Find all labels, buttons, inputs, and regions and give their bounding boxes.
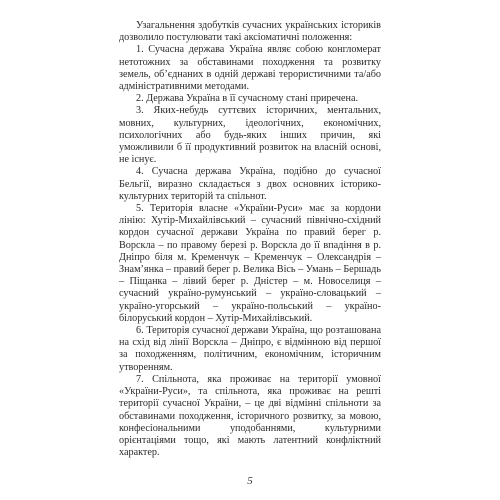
paragraph-3: 3. Яких-небудь суттєвих історичних, ментальних, мовних, культурних, ідеологічних, економічних, психологічних або будь-яких інших причин, які уможливили б її продуктивний розвиток на власній основі, не існує.	[119, 105, 381, 166]
paragraph-7: 7. Спільнота, яка проживає на території умовної «України-Руси», та спільнота, яка проживає на решті території сучасної України, – це дві відмінні спільноти за обставинами походження, історичного розвитку, за мовою, конфесіональними уподобаннями, культурними орієнтаціями тощо, які мають латентний конфліктний характер.	[119, 373, 381, 459]
main-text	[119, 20, 381, 459]
paragraph-intro: Узагальнення здобутків сучасних українських істориків дозволило постулювати такі аксіоматичні положення:	[119, 20, 381, 44]
paragraph-4: 4. Сучасна держава Україна, подібно до сучасної Бельгії, виразно складається з двох основних історико-культурних територій та спільнот.	[119, 166, 381, 202]
paragraph-1: 1. Сучасна держава Україна являє собою конгломерат нетотожних за обставинами походження та розвитку земель, об’єднаних в одній державі терористичними та/або адміністративними методами.	[119, 44, 381, 93]
page-number: 5	[247, 475, 253, 487]
paragraph-6: 6. Територія сучасної держави Україна, що розташована на схід від лінії Ворскла – Дніпро, є відмінною від першої за походженням, політичним, економічним, історичним утворенням.	[119, 325, 381, 373]
paragraph-5: 5. Територія власне «України-Руси» має за кордони лінію: Хутір-Михайлівський – сучасний північно-східний кордон сучасної держави Україна по правий берег р. Ворскла – по правому березі р. Ворскла до її впадіння в р. Дніпро біля м. Кременчук – Кременчук – Олександрія – Знам’янка – правий берег р. Велика Вісь – Умань – Бершадь – Піщанка – лівий берег р. Дністер – м. Новоселиця – сучасний україно-румунський – україно-словацький – україно-угорський – україно-польський – україно-білоруський кордон – Хутір-Михайлівський.	[119, 203, 381, 324]
paragraph-2: 2. Держава Україна в її сучасному стані приречена.	[136, 93, 359, 105]
